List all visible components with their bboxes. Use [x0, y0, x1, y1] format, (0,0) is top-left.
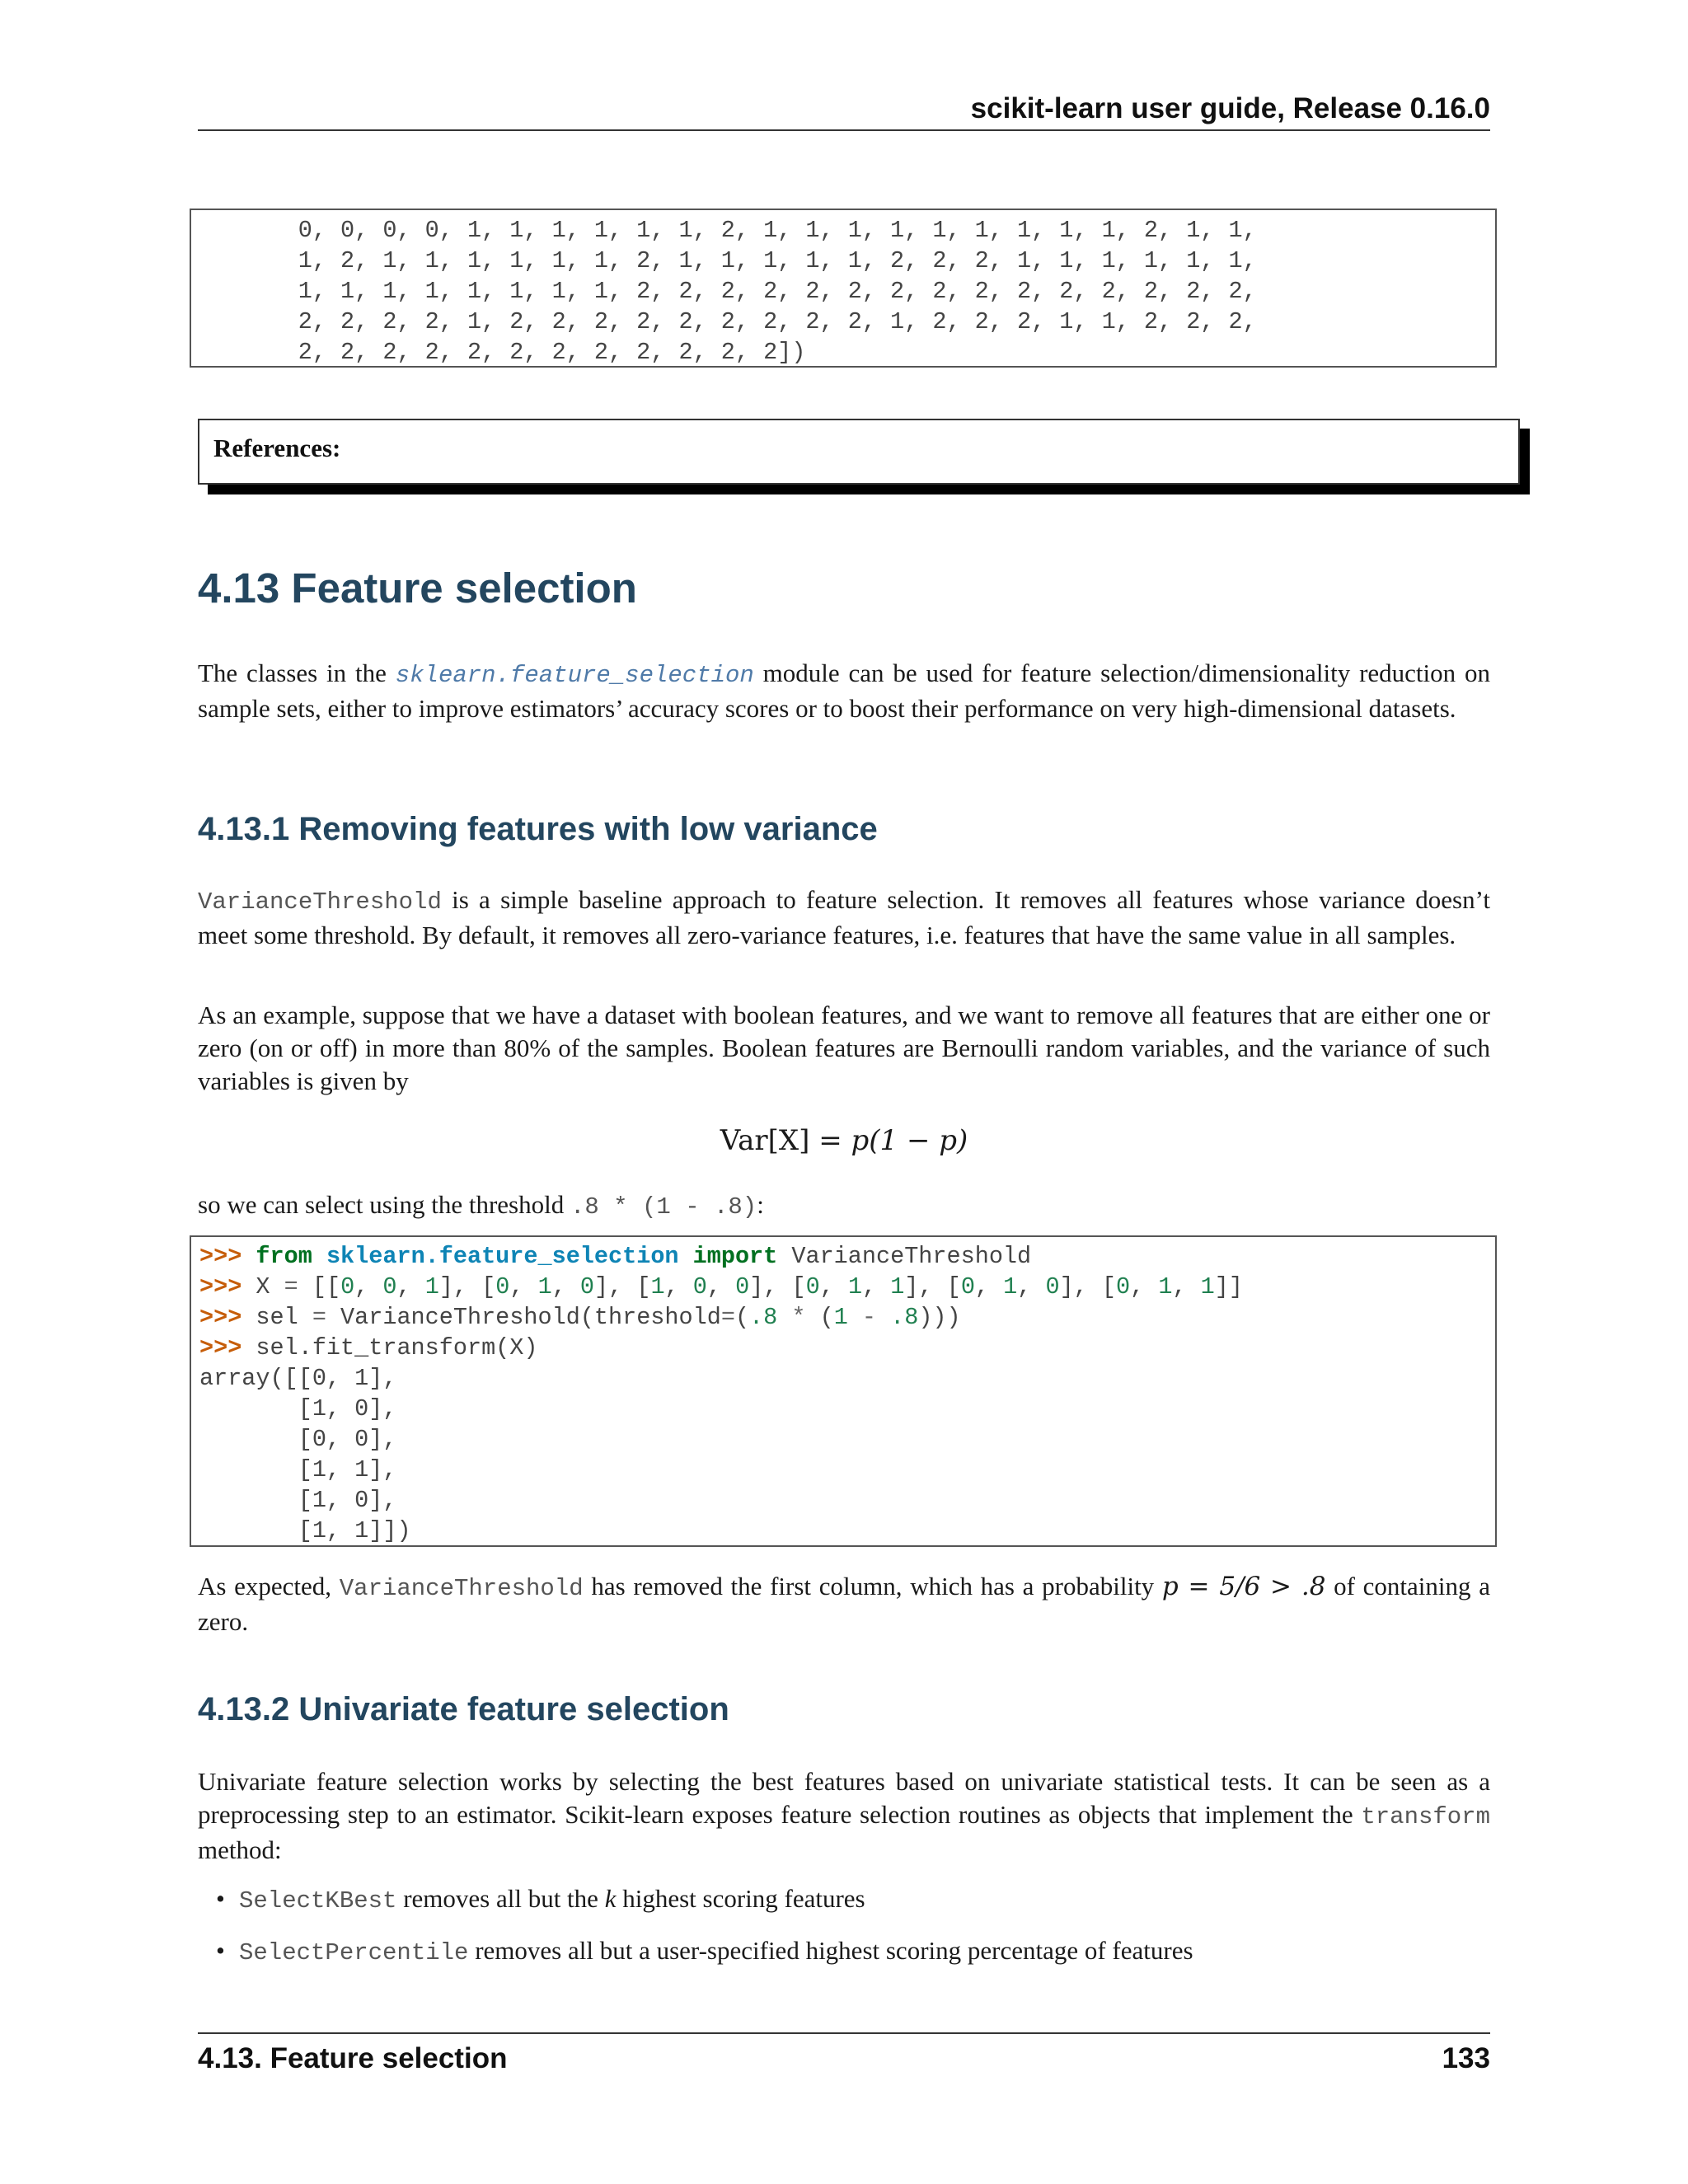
subsection-title-univariate: 4.13.2 Univariate feature selection [198, 1691, 729, 1727]
low-variance-paragraph-3: so we can select using the threshold .8 * (1 - .8): [198, 1190, 764, 1221]
code-output-array: 0, 0, 0, 0, 1, 1, 1, 1, 1, 1, 2, 1, 1, 1, 1, 1, 1, 1, 1, 1, 2, 1, 1, 1, 2, 1, 1, 1, 1, 1, 1, 2, 1, 1, 1, 1, 1, 2, 2, 2, 1, 1, 1, 1, 1, 1, 1, 1, 1, 1, 1, 1, 1, 1, 2, 2, 2, 2, 2, 2, 2, 2, 2, 2, 2, 2, 2, 2, 2, 2, 2, 2, 2, 1, 2, 2, 2, 2, 2, 2, 2, 2, 2, 1, 2, 2, 2, 1, 1, 2, 2, 2, 2, 2, 2, 2, 2, 2, 2, 2, 2, 2, 2, 2]) [298, 217, 1257, 366]
references-label: References: [213, 434, 341, 462]
header-rule [198, 129, 1490, 131]
inline-code-selectpercentile: SelectPercentile [239, 1939, 469, 1966]
code-line-3: >>> sel = VarianceThreshold(threshold=(.8 * (1 - .8))) [199, 1304, 961, 1331]
footer-rule [198, 2032, 1490, 2034]
subsection-title-low-variance: 4.13.1 Removing features with low variance [198, 811, 878, 847]
page-number: 133 [1442, 2042, 1490, 2074]
variance-formula: Var[X] = p(1 − p) [720, 1124, 968, 1157]
module-link[interactable]: sklearn.feature_selection [395, 662, 754, 689]
low-variance-paragraph-1: VarianceThreshold is a simple baseline approach to feature selection. It removes all features whose variance doesn’t meet some threshold. By default, it removes all zero-variance features, i.e. features that have the same value in all samples. [198, 885, 1490, 949]
code-output: array([[0, 1], [1, 0], [0, 0], [1, 1], [1, 0], [1, 1]]) [199, 1365, 411, 1544]
code-listing [199, 1241, 1495, 1546]
code-line-4: >>> sel.fit_transform(X) [199, 1334, 538, 1361]
code-line-1: >>> from sklearn.feature_selection import VarianceThreshold [199, 1243, 1032, 1270]
list-item: • SelectKBest removes all but the k highest scoring features [239, 1882, 1475, 1918]
code-line-2: >>> X = [[0, 0, 1], [0, 1, 0], [1, 0, 0], [0, 1, 1], [0, 1, 0], [0, 1, 1]] [199, 1273, 1243, 1301]
inline-code-transform: transform [1361, 1803, 1490, 1830]
references-box [198, 419, 1520, 485]
code-block-variance-example [190, 1235, 1497, 1547]
low-variance-paragraph-2: As an example, suppose that we have a dataset with boolean features, and we want to remove all features that are either one or zero (on or off) in more than 80% of the samples. Boolean features are Bernoulli random variables, and the variance of such variables is given by [198, 1001, 1490, 1095]
inline-code-selectkbest: SelectKBest [239, 1887, 397, 1915]
section-title: 4.13 Feature selection [198, 565, 637, 612]
univariate-method-list [239, 1882, 1475, 1986]
inline-math-probability: p = 5/6 > .8 [1161, 1572, 1326, 1601]
running-header: scikit-learn user guide, Release 0.16.0 [970, 92, 1490, 124]
code-block-continued [190, 209, 1497, 368]
inline-code-variancethreshold: VarianceThreshold [198, 888, 442, 916]
footer-section: 4.13. Feature selection [198, 2042, 508, 2074]
inline-code-threshold: .8 * (1 - .8) [570, 1193, 757, 1221]
low-variance-paragraph-4: As expected, VarianceThreshold has removed the first column, which has a probability p = 5/6 > .8 of containing a zero. [198, 1572, 1490, 1636]
section-intro: The classes in the sklearn.feature_selection module can be used for feature selection/dimensionality reduction on sample sets, either to improve estimators’ accuracy scores or to boost their performance on very high-dimensional datasets. [198, 658, 1491, 723]
inline-code-variancethreshold-2: VarianceThreshold [339, 1575, 584, 1602]
univariate-paragraph-1: Univariate feature selection works by selecting the best features based on univariate statistical tests. It can be seen as a preprocessing step to an estimator. Scikit-learn exposes feature selection routines as objects that implement the transform method: [198, 1767, 1490, 1864]
list-item: • SelectPercentile removes all but a user-specified highest scoring percentage of features [239, 1934, 1475, 1970]
